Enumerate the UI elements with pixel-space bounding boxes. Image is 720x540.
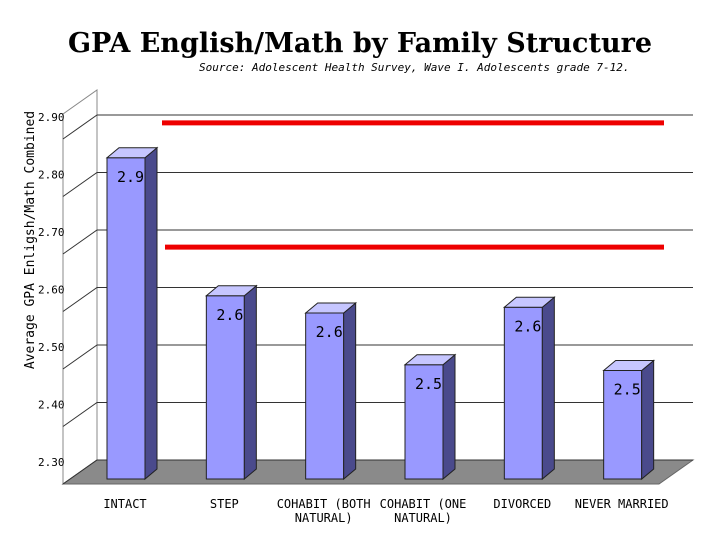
- data-label: 2.5: [415, 374, 443, 393]
- data-label: 2.5: [613, 380, 641, 399]
- bars: [107, 148, 654, 479]
- bar: [107, 148, 157, 479]
- y-tick-label: 2.60: [38, 283, 65, 297]
- category-label-line: DIVORCED: [493, 497, 552, 511]
- category-label-line: NATURAL): [394, 511, 452, 525]
- y-tick-label: 2.80: [38, 168, 65, 182]
- bar: [405, 355, 455, 479]
- category-label-line: STEP: [209, 497, 239, 511]
- y-axis-ticks: [38, 111, 65, 469]
- category-label: [103, 497, 146, 511]
- y-tick-label: 2.30: [38, 456, 65, 469]
- data-label: 2.6: [216, 305, 244, 324]
- side-wall: [63, 90, 97, 484]
- category-label-line: COHABIT (BOTH: [276, 497, 371, 511]
- category-label: [380, 497, 467, 525]
- category-label: [277, 497, 371, 525]
- category-label: [210, 497, 239, 511]
- bar: [604, 361, 654, 480]
- category-label-line: COHABIT (ONE: [379, 497, 467, 511]
- category-label-line: NATURAL): [294, 511, 353, 525]
- category-label: [575, 497, 669, 511]
- gridline: [63, 115, 693, 139]
- x-axis-categories: [103, 497, 668, 525]
- chart-title: GPA English/Math by Family Structure: [67, 28, 653, 59]
- y-axis-title: Average GPA Enligsh/Math Combined: [23, 110, 38, 370]
- bar-side: [145, 148, 157, 479]
- bar-side: [443, 355, 455, 479]
- bar-side: [344, 303, 356, 479]
- bar-side: [642, 361, 654, 480]
- category-label-line: INTACT: [103, 497, 147, 511]
- category-label: [493, 497, 551, 511]
- y-tick-label: 2.40: [38, 398, 65, 412]
- bar-front: [107, 158, 145, 479]
- chart-subtitle: Source: Adolescent Health Survey, Wave I. Adolescents grade 7-12.: [199, 61, 630, 74]
- y-tick-label: 2.90: [38, 111, 65, 124]
- data-labels: [117, 168, 641, 399]
- bar-side: [542, 297, 554, 479]
- category-label-line: NEVER MARRIED: [574, 497, 669, 511]
- y-tick-label: 2.50: [38, 341, 65, 354]
- y-tick-label: 2.70: [38, 226, 65, 239]
- data-label: 2.6: [315, 323, 343, 341]
- data-label: 2.9: [117, 167, 145, 186]
- bar-side: [244, 286, 256, 479]
- data-label: 2.6: [514, 317, 542, 336]
- reference-lines: [162, 123, 664, 247]
